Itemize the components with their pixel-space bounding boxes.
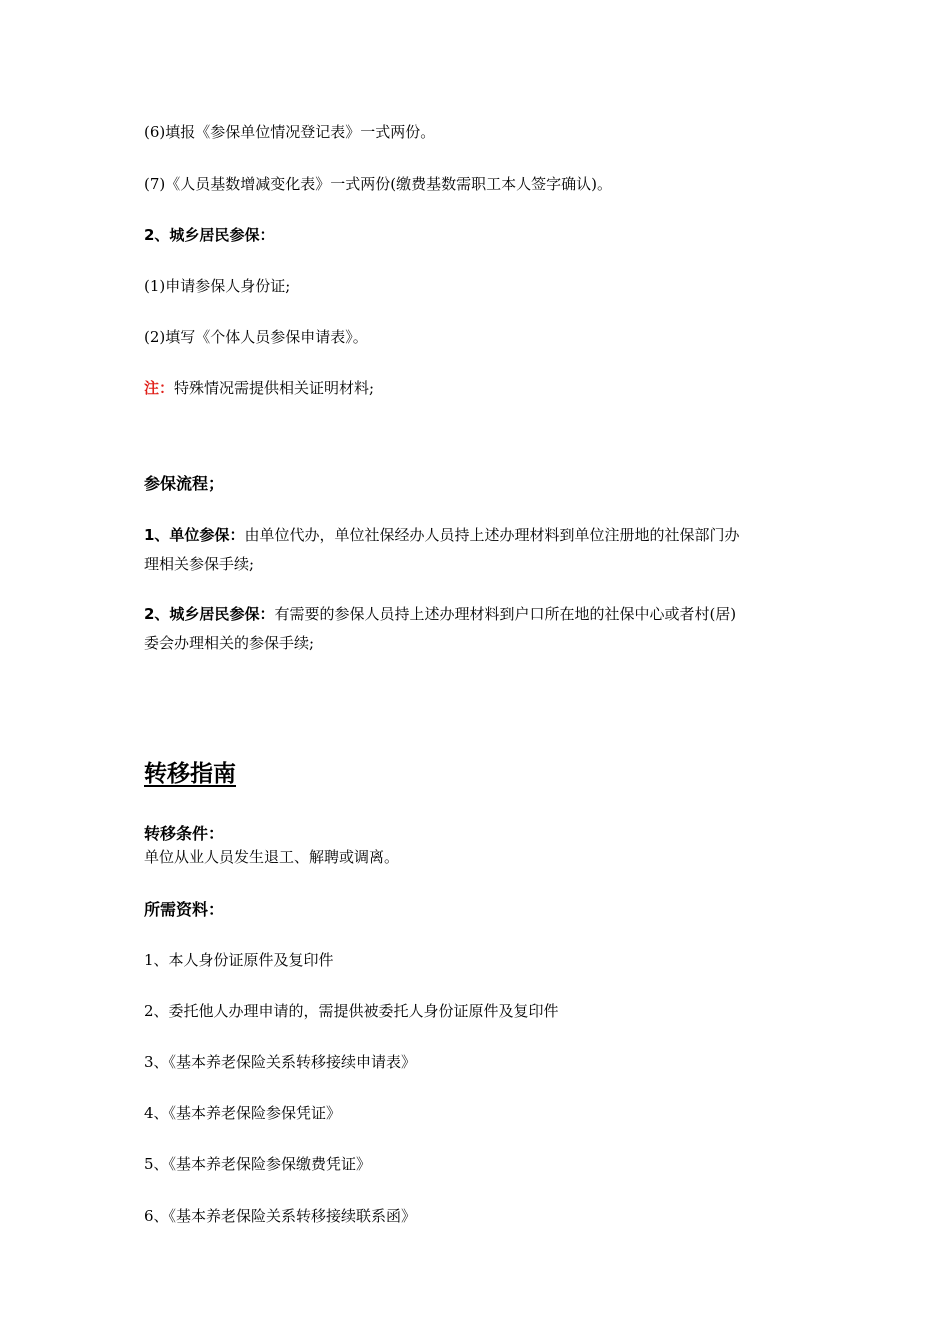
transfer-item-6: 6、《基本养老保险关系转移接续联系函》 <box>144 1207 417 1225</box>
transfer-conditions-text: 单位从业人员发生退工、解聘或调离。 <box>144 848 400 866</box>
transfer-item-3: 3、《基本养老保险关系转移接续申请表》 <box>144 1053 417 1071</box>
transfer-item-1: 1、本人身份证原件及复印件 <box>144 951 334 969</box>
transfer-title: 转移指南 <box>144 761 236 787</box>
process-unit-line2: 理相关参保手续; <box>144 555 255 573</box>
material-item-7: (7)《人员基数增减变化表》一式两份(缴费基数需职工本人签字确认)。 <box>144 175 612 193</box>
resident-materials-heading: 2、城乡居民参保： <box>144 226 275 244</box>
transfer-item-2: 2、委托他人办理申请的，需提供被委托人身份证原件及复印件 <box>144 1002 559 1020</box>
transfer-item-4: 4、《基本养老保险参保凭证》 <box>144 1104 342 1122</box>
transfer-conditions-heading: 转移条件： <box>144 824 225 843</box>
process-resident-label: 2、城乡居民参保： <box>144 605 275 623</box>
resident-item-2: (2)填写《个体人员参保申请表》。 <box>144 328 368 346</box>
process-unit-label: 1、单位参保： <box>144 526 245 544</box>
process-resident-text: 有需要的参保人员持上述办理材料到户口所在地的社保中心或者村(居) <box>274 605 737 623</box>
note-label: 注： <box>144 379 175 397</box>
note-text: 特殊情况需提供相关证明材料; <box>174 379 375 397</box>
process-unit-text: 由单位代办，单位社保经办人员持上述办理材料到单位注册地的社保部门办 <box>244 526 740 544</box>
transfer-materials-heading: 所需资料： <box>144 900 225 919</box>
resident-item-1: (1)申请参保人身份证; <box>144 277 291 295</box>
process-resident-line2: 委会办理相关的参保手续; <box>144 634 315 652</box>
process-unit-line1 <box>144 521 824 550</box>
process-resident-line1 <box>144 600 824 629</box>
process-heading: 参保流程； <box>144 474 225 493</box>
material-item-6: (6)填报《参保单位情况登记表》一式两份。 <box>144 123 436 141</box>
note <box>144 374 824 403</box>
transfer-item-5: 5、《基本养老保险参保缴费凭证》 <box>144 1155 372 1173</box>
